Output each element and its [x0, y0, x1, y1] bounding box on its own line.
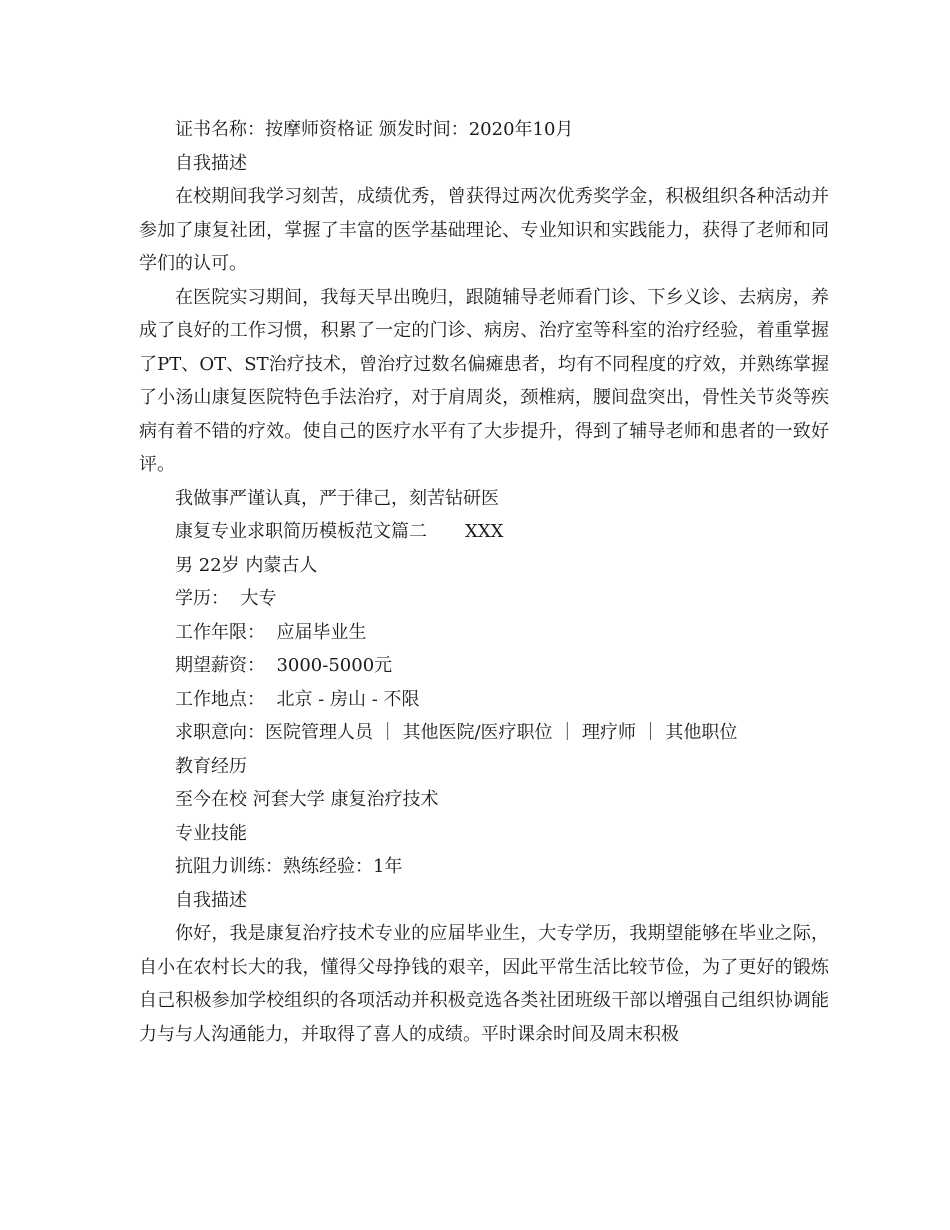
paragraph-attitude: 我做事严谨认真，严于律己，刻苦钻研医	[175, 487, 499, 509]
salary-row	[139, 649, 829, 683]
salary-label: 期望薪资：	[175, 655, 265, 676]
location-label: 工作地点：	[175, 688, 265, 710]
document-body	[139, 113, 829, 1051]
paragraph-school: 在校期间我学习刻苦，成绩优秀，曾获得过两次优秀奖学金，积极组织各种活动并参加了康复社团，掌握了丰富的医学基础理论、专业知识和实践能力，获得了老师和同学们的认可。	[139, 186, 829, 274]
job-intent: 求职意向：医院管理人员 ｜ 其他医院/医疗职位 ｜ 理疗师 ｜ 其他职位	[175, 722, 738, 743]
years-row	[139, 616, 829, 650]
skills-heading: 专业技能	[175, 822, 247, 844]
years-value: 应届毕业生	[276, 621, 367, 643]
education-label: 学历：	[175, 588, 229, 609]
years-label: 工作年限：	[175, 621, 265, 643]
self-description-heading: 自我描述	[175, 152, 247, 174]
template-title-line	[139, 515, 829, 549]
basic-info: 男 22岁 内蒙古人	[175, 554, 318, 576]
education-value: 大专	[240, 588, 277, 609]
location-value: 北京 - 房山 - 不限	[276, 688, 420, 710]
paragraph-internship: 在医院实习期间，我每天早出晚归，跟随辅导老师看门诊、下乡义诊、去病房，养成了良好的工作习惯，积累了一定的门诊、病房、治疗室等科室的治疗经验，着重掌握了PT、OT、ST治疗技术，曾治疗过数名偏瘫患者，均有不同程度的疗效，并熟练掌握了小汤山康复医院特色手法治疗，对于肩周炎，颈椎病，腰间盘突出，骨性关节炎等疾病有着不错的疗效。使自己的医疗水平有了大步提升，得到了辅导老师和患者的一致好评。	[139, 286, 829, 475]
self-description-heading-2: 自我描述	[175, 889, 247, 911]
certificate-line: 证书名称：按摩师资格证 颁发时间：2020年10月	[175, 119, 574, 140]
salary-value: 3000-5000元	[276, 655, 393, 676]
education-row	[139, 582, 829, 616]
education-heading: 教育经历	[175, 755, 247, 777]
location-row	[139, 683, 829, 717]
template-title: 康复专业求职简历模板范文篇二	[175, 521, 427, 542]
education-entry: 至今在校 河套大学 康复治疗技术	[175, 789, 439, 810]
paragraph-self-intro: 你好，我是康复治疗技术专业的应届毕业生，大专学历，我期望能够在毕业之际，自小在农村长大的我，懂得父母挣钱的艰辛，因此平常生活比较节俭，为了更好的锻炼自己积极参加学校组织的各项活动并积极竞选各类社团班级干部以增强自己组织协调能力与与人沟通能力，并取得了喜人的成绩。平时课余时间及周末积极	[139, 923, 829, 1045]
candidate-name: XXX	[465, 521, 504, 542]
skills-entry: 抗阻力训练：熟练经验：1年	[175, 856, 403, 877]
